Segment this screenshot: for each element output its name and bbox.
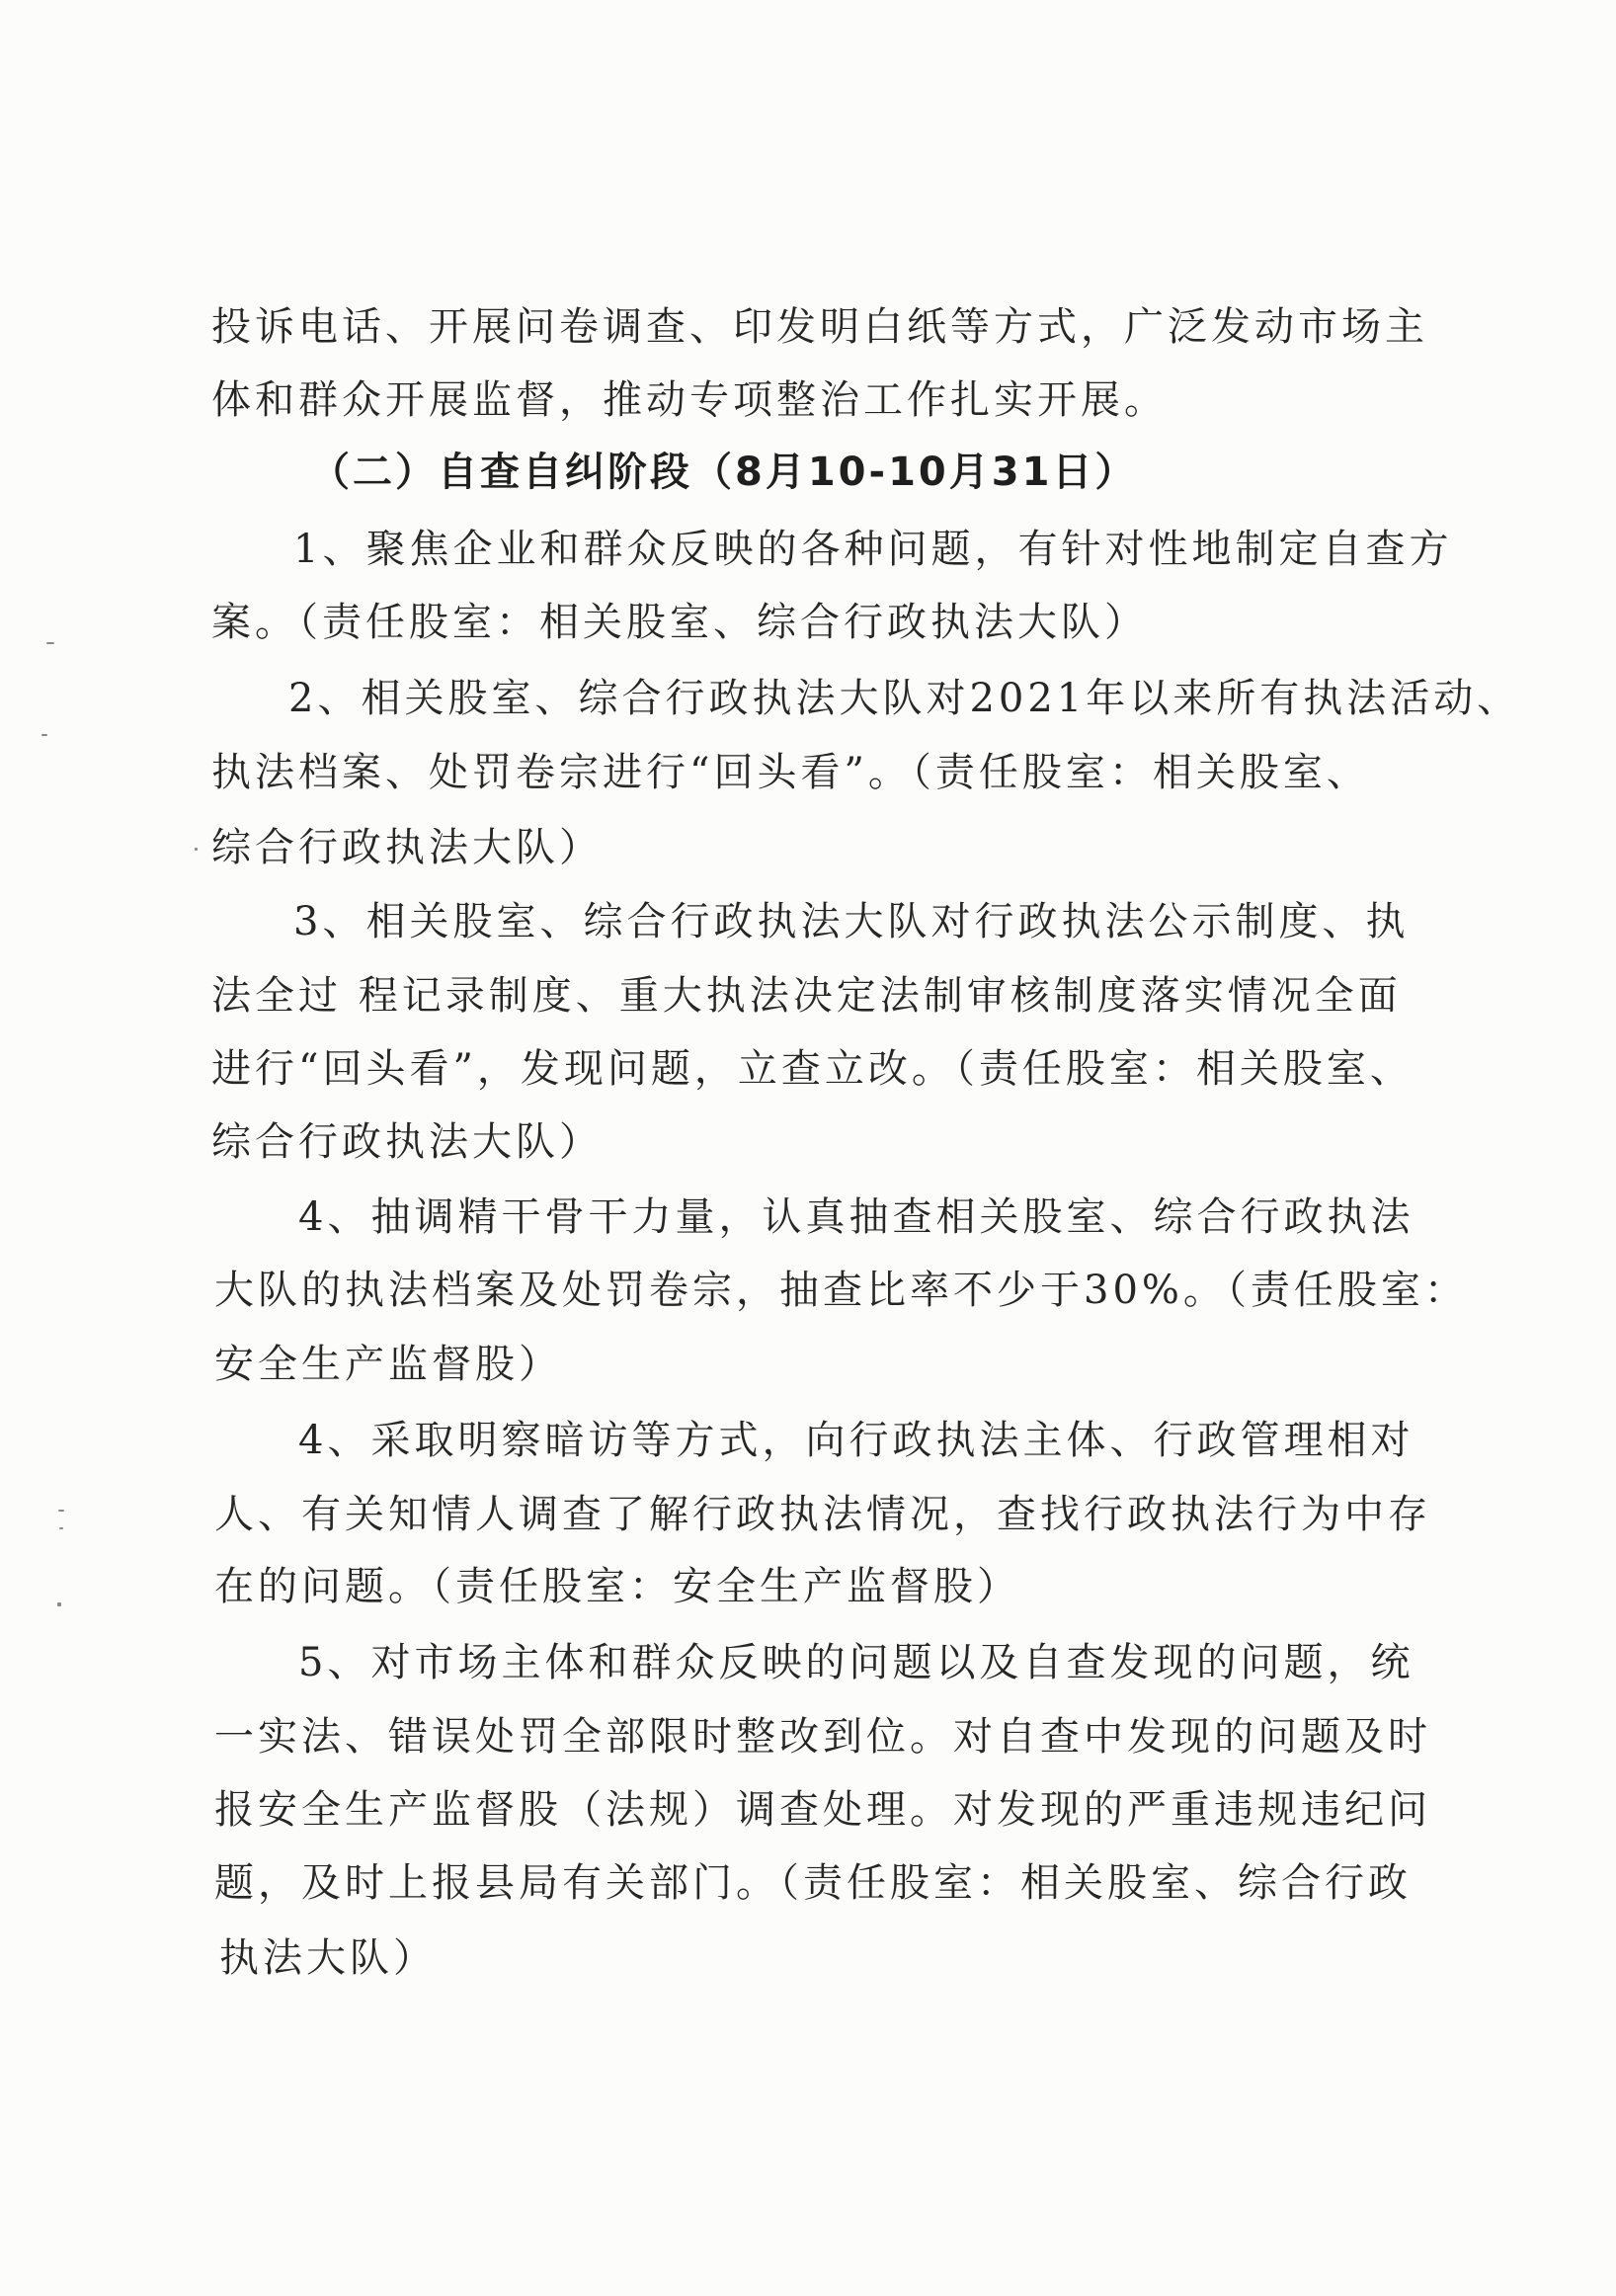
text-line-23: 执法大队） <box>219 1935 437 1981</box>
scan-speck <box>46 642 54 644</box>
scan-speck <box>57 1602 61 1606</box>
scan-speck <box>195 848 198 851</box>
scan-speck <box>58 1510 64 1512</box>
text-line-13: 4、抽调精干骨干力量，认真抽查相关股室、综合行政执法 <box>298 1194 1414 1240</box>
text-line-6: 2、相关股室、综合行政执法大队对2021年以来所有执法活动、 <box>288 676 1521 721</box>
text-line-18: 在的问题。（责任股室：安全生产监督股） <box>214 1564 1020 1609</box>
text-line-16: 4、采取明察暗访等方式，向行政执法主体、行政管理相对 <box>298 1418 1414 1463</box>
text-line-7: 执法档案、处罚卷宗进行“回头看”。（责任股室：相关股室、 <box>211 750 1370 795</box>
text-line-22: 题，及时上报县局有关部门。（责任股室：相关股室、综合行政 <box>214 1860 1412 1906</box>
text-line-9: 3、相关股室、综合行政执法大队对行政执法公示制度、执 <box>293 899 1410 944</box>
text-line-8: 综合行政执法大队） <box>211 825 603 870</box>
text-line-12: 综合行政执法大队） <box>211 1119 603 1165</box>
text-line-19: 5、对市场主体和群众反映的问题以及自查发现的问题，统 <box>298 1640 1414 1685</box>
text-line-5: 案。（责任股室：相关股室、综合行政执法大队） <box>211 600 1148 645</box>
text-line-1: 投诉电话、开展问卷调查、印发明白纸等方式，广泛发动市场主 <box>211 304 1428 350</box>
text-line-14: 大队的执法档案及处罚卷宗，抽查比率不少于30%。（责任股室： <box>214 1268 1468 1313</box>
text-line-2: 体和群众开展监督，推动专项整治工作扎实开展。 <box>211 377 1168 423</box>
text-line-10: 法全过 程记录制度、重大执法决定法制审核制度落实情况全面 <box>211 973 1402 1019</box>
scan-speck <box>41 734 47 736</box>
section-heading: （二）自查自纠阶段（8月10-10月31日） <box>310 450 1138 495</box>
scan-speck <box>59 1527 63 1529</box>
text-line-4: 1、聚焦企业和群众反映的各种问题，有针对性地制定自查方 <box>293 527 1453 572</box>
text-line-11: 进行“回头看”，发现问题，立查立改。（责任股室：相关股室、 <box>211 1046 1414 1092</box>
text-line-20: 一实法、错误处罚全部限时整改到位。对自查中发现的问题及时 <box>214 1714 1431 1760</box>
text-line-17: 人、有关知情人调查了解行政执法情况，查找行政执法行为中存 <box>214 1492 1431 1537</box>
text-line-21: 报安全生产监督股（法规）调查处理。对发现的严重违规违纪问 <box>214 1787 1431 1833</box>
text-line-15: 安全生产监督股） <box>214 1342 562 1387</box>
